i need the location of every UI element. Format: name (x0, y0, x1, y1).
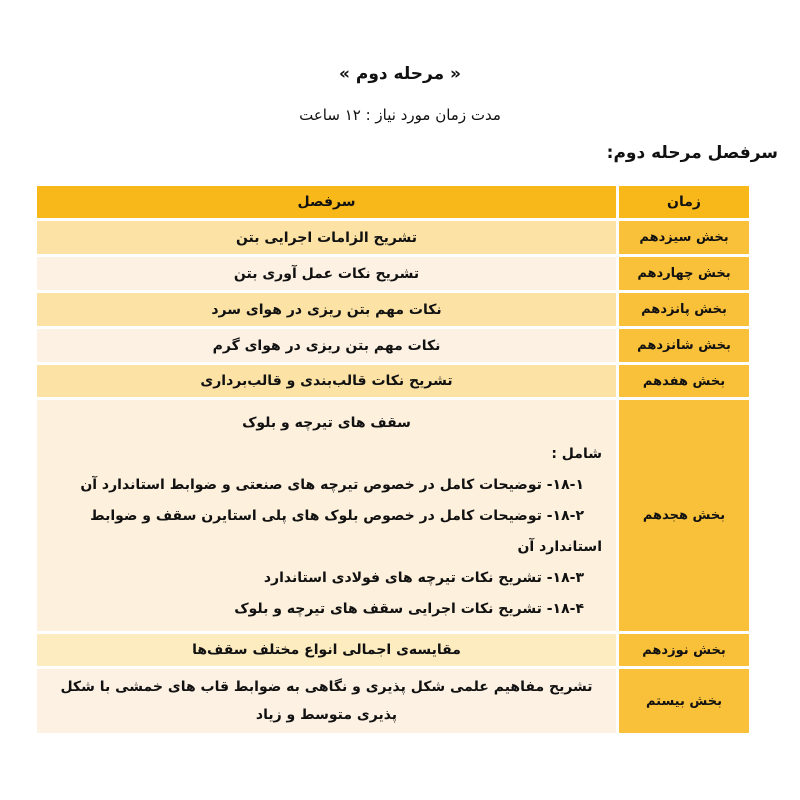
syllabus-heading: سرفصل مرحله دوم: (606, 143, 778, 163)
syllabus-table (34, 183, 752, 736)
detail-includes: شامل : (551, 446, 602, 462)
row-topic: تشریح مفاهیم علمی شکل پذیری و نگاهی به ضوابط قاب های خمشی با شکل پذیری متوسط و زیاد (37, 669, 616, 733)
row-time: بخش سیزدهم (619, 221, 749, 254)
header-topic: سرفصل (37, 186, 616, 218)
table-row (37, 257, 749, 290)
detail-title: سقف های تیرچه و بلوک (242, 415, 411, 431)
stage-title: « مرحله دوم » (338, 64, 462, 84)
row-topic-detail (37, 400, 616, 631)
detail-item-continued: استاندارد آن (517, 539, 602, 555)
header-time: زمان (619, 186, 749, 218)
row-topic: مقایسه‌ی اجمالی انواع مختلف سقف‌ها (37, 634, 616, 666)
detail-item: ۱۸-۴- تشریح نکات اجرایی سقف های تیرچه و بلوک (234, 601, 584, 617)
table-row (37, 669, 749, 733)
row-topic: نکات مهم بتن ریزی در هوای سرد (37, 293, 616, 326)
row-time: بخش هجدهم (619, 400, 749, 631)
row-topic: نکات مهم بتن ریزی در هوای گرم (37, 329, 616, 362)
row-time: بخش شانزدهم (619, 329, 749, 362)
row-topic: تشریح نکات قالب‌بندی و قالب‌برداری (37, 365, 616, 397)
table-row (37, 221, 749, 254)
table-row (37, 293, 749, 326)
detail-item: ۱۸-۳- تشریح نکات تیرچه های فولادی استاندارد (263, 570, 584, 586)
row-topic: تشریح نکات عمل آوری بتن (37, 257, 616, 290)
row-time: بخش بیستم (619, 669, 749, 733)
table-header-row (37, 186, 749, 218)
table-row (37, 400, 749, 631)
row-time: بخش پانزدهم (619, 293, 749, 326)
table-row (37, 634, 749, 666)
row-time: بخش چهاردهم (619, 257, 749, 290)
table-row (37, 329, 749, 362)
table-row (37, 365, 749, 397)
detail-item: ۱۸-۲- توضیحات کامل در خصوص بلوک های پلی استایرن سقف و ضوابط (90, 508, 584, 524)
row-time: بخش نوزدهم (619, 634, 749, 666)
duration-text: مدت زمان مورد نیاز : ۱۲ ساعت (299, 106, 501, 124)
row-time: بخش هفدهم (619, 365, 749, 397)
detail-item: ۱۸-۱- توضیحات کامل در خصوص تیرچه های صنعتی و ضوابط استاندارد آن (80, 477, 584, 493)
row-topic: تشریح الزامات اجرایی بتن (37, 221, 616, 254)
